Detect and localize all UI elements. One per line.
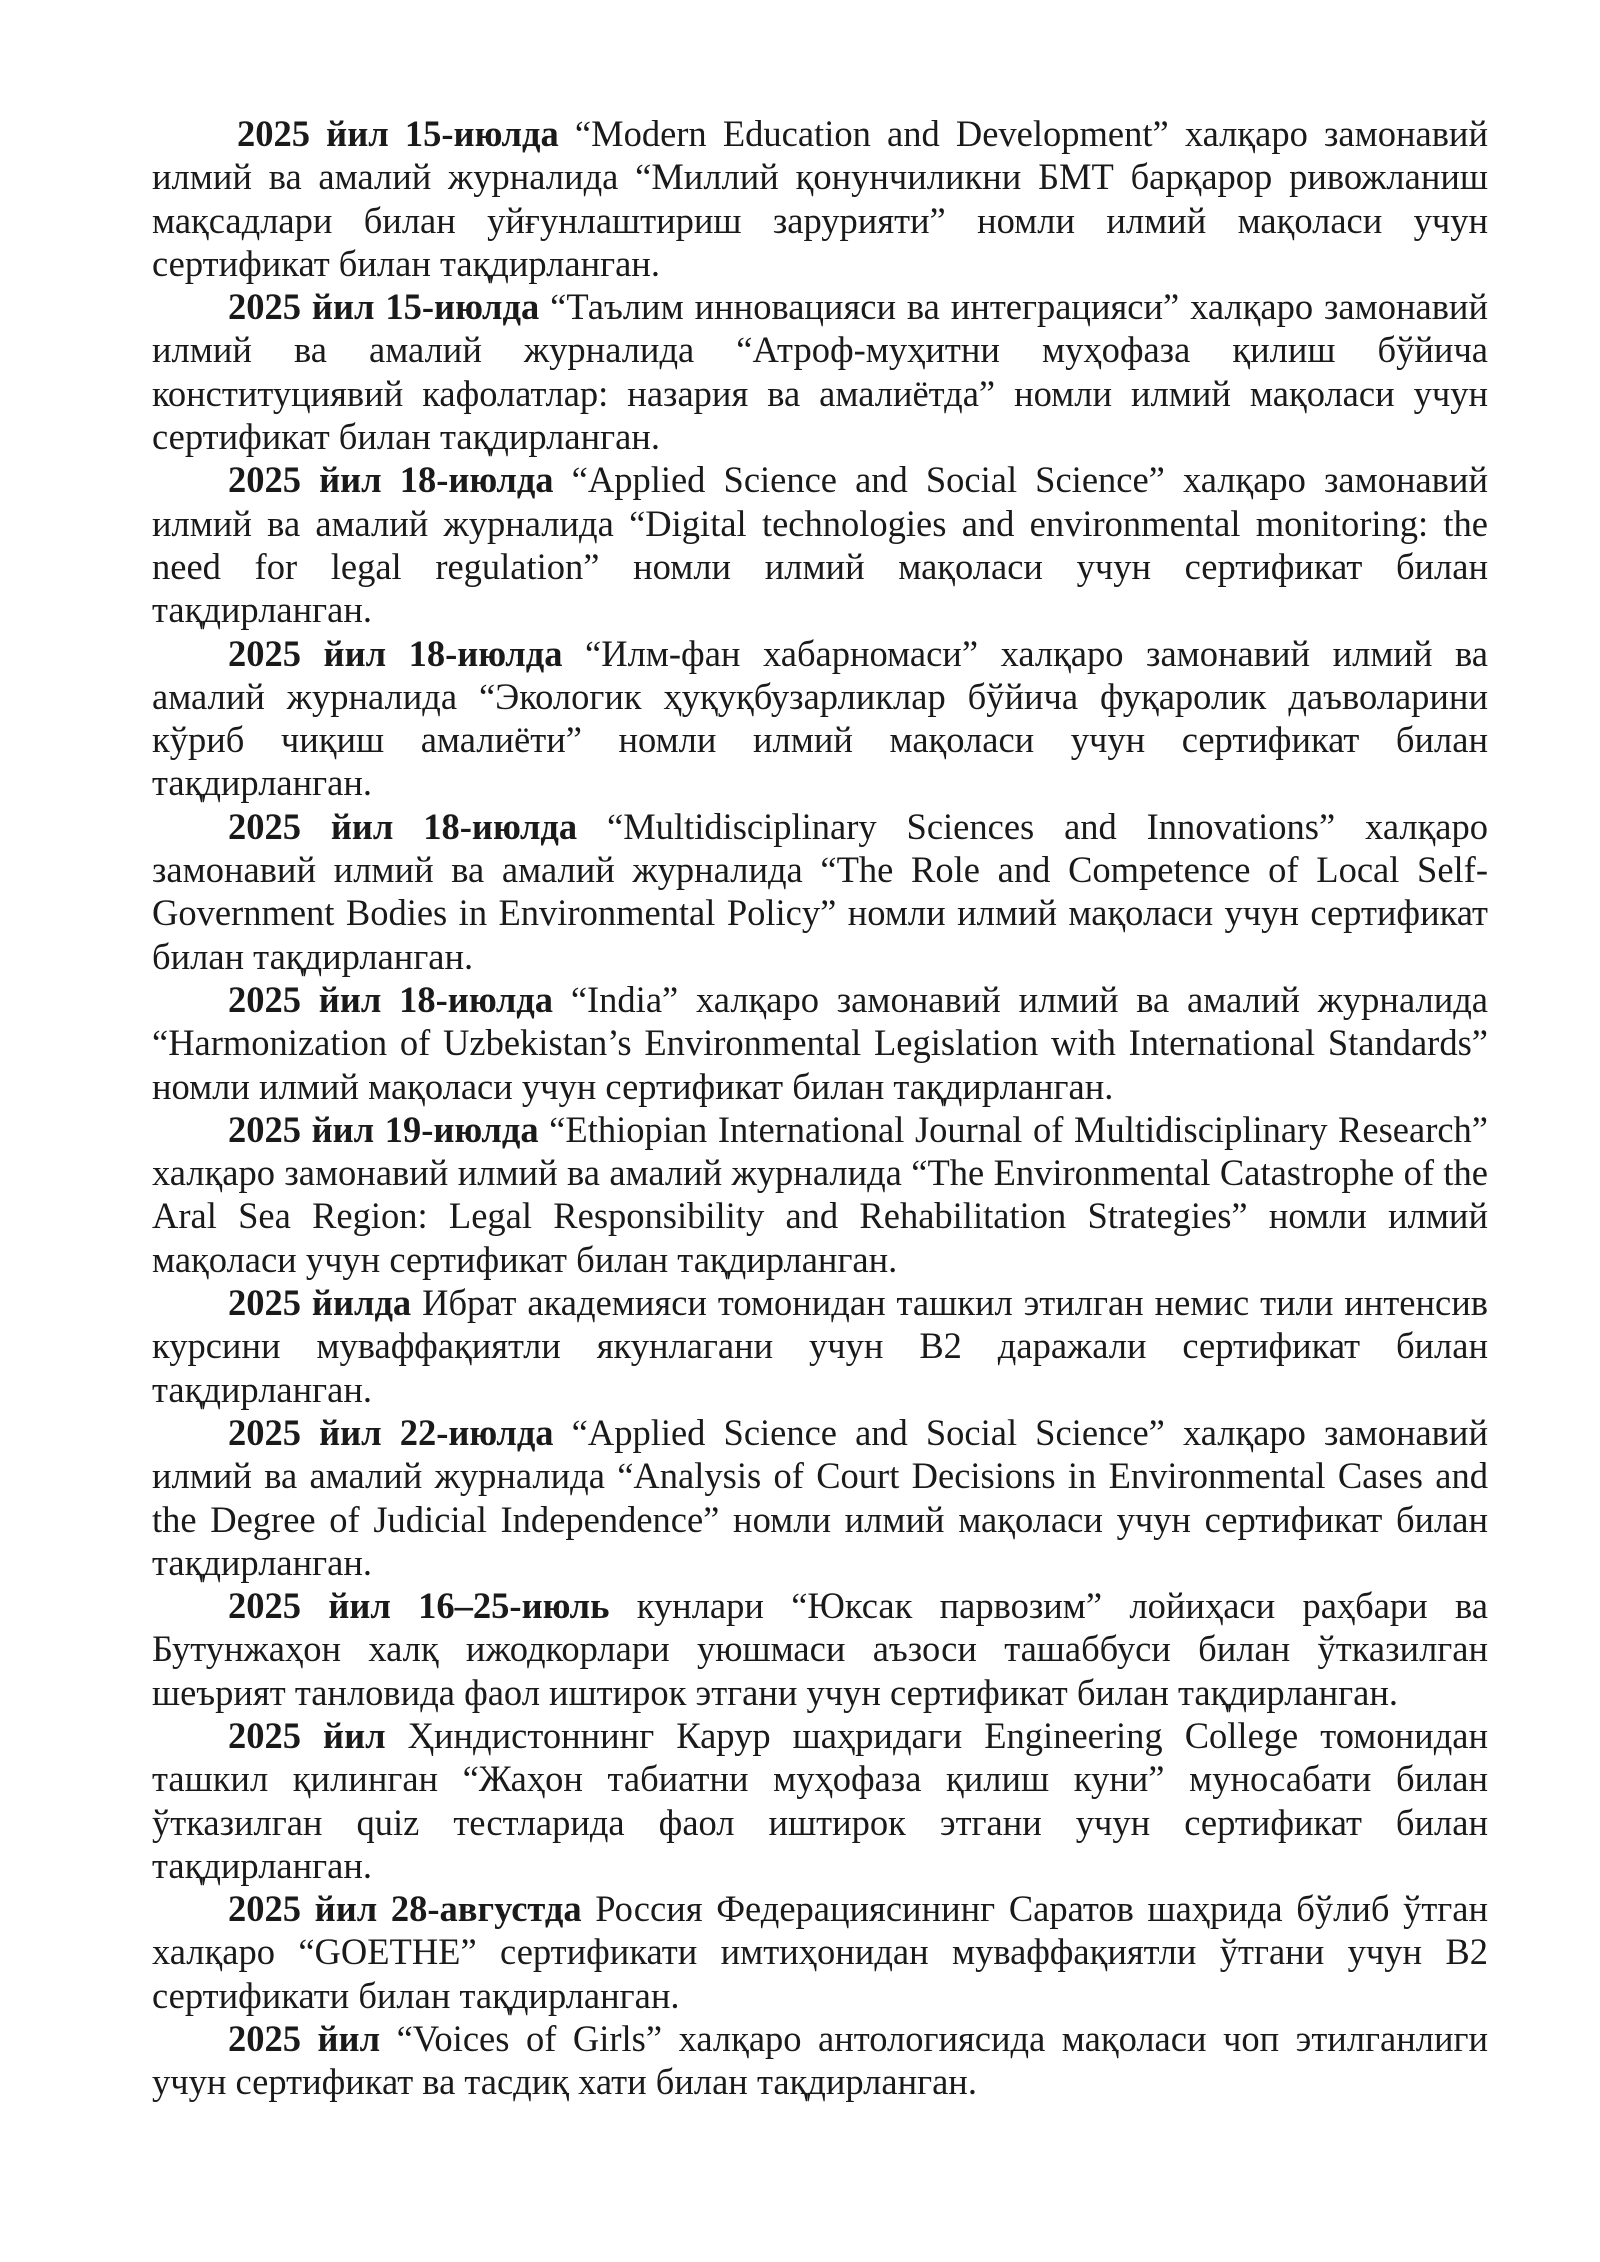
paragraph-text: Ибрат академияси томонидан ташкил этилган немис тили интенсив курсини муваффақиятли якунлагани учун B2 даражали сертификат билан тақдирланган. [152, 1282, 1488, 1410]
paragraph-date: 2025 йил 28-августда [228, 1888, 582, 1930]
paragraph-text: “Multidisciplinary Sciences and Innovations” халқаро замонавий илмий ва амалий журналида “The Role and Competence of Local Self-Government Bodies in Environmental Policy” номли илмий мақоласи учун сертификат билан тақдирланган. [152, 805, 1488, 977]
paragraph-date: 2025 йил 22-июлда [228, 1411, 554, 1453]
paragraph [152, 458, 1488, 631]
paragraph-date: 2025 йил [228, 1714, 386, 1756]
paragraph [152, 805, 1488, 978]
paragraph-date: 2025 йил 15-июлда [228, 286, 540, 328]
paragraph-text: “Applied Science and Social Science” халқаро замонавий илмий ва амалий журналида “Digital technologies and environmental monitoring: the need for legal regulation” номли илмий мақоласи учун сертификат билан тақдирланган. [152, 459, 1488, 631]
paragraph-date: 2025 йилда [228, 1282, 412, 1324]
paragraph-text: “Таълим инновацияси ва интеграцияси” халқаро замонавий илмий ва амалий журналида “Атроф-муҳитни муҳофаза қилиш бўйича конституциявий кафолатлар: назария ва амалиётда” номли илмий мақоласи учун сертификат билан тақдирланган. [152, 286, 1488, 458]
paragraph-date: 2025 йил 16–25-июль [228, 1585, 610, 1627]
paragraph-text: кунлари “Юксак парвозим” лойиҳаси раҳбари ва Бутунжаҳон халқ ижодкорлари уюшмаси аъзоси ташаббуси билан ўтказилган шеърият танловида фаол иштирок этгани учун сертификат билан тақдирланган. [152, 1585, 1488, 1713]
paragraph-date: 2025 йил 19-июлда [228, 1108, 539, 1150]
document-page [152, 112, 1488, 2104]
paragraph [152, 1887, 1488, 2017]
paragraph [152, 1714, 1488, 1887]
paragraph-text: “Ethiopian International Journal of Multidisciplinary Research” халқаро замонавий илмий ва амалий журналида “The Environmental Catastrophe of the Aral Sea Region: Legal Responsibility and Rehabilitation Strategies” номли илмий мақоласи учун сертификат билан тақдирланган. [152, 1108, 1489, 1280]
paragraph [152, 112, 1488, 285]
paragraph [152, 1411, 1488, 1584]
paragraph-text: “Илм-фан хабарномаси” халқаро замонавий илмий ва амалий журналида “Экологик ҳуқуқбузарликлар бўйича фуқаролик даъволарини кўриб чиқиш амалиёти” номли илмий мақоласи учун сертификат билан тақдирланган. [152, 632, 1488, 804]
paragraph [152, 2017, 1488, 2104]
paragraph-date: 2025 йил 18-июлда [228, 632, 563, 674]
paragraph-text: Ҳиндистоннинг Карур шаҳридаги Engineering College томонидан ташкил қилинган “Жаҳон табиатни муҳофаза қилиш куни” муносабати билан ўтказилган quiz тестларида фаол иштирок этгани учун сертификат билан тақдирланган. [152, 1714, 1489, 1886]
paragraph-date: 2025 йил 15-июлда [237, 113, 559, 154]
paragraph-date: 2025 йил [228, 2018, 381, 2060]
paragraph-date: 2025 йил 18-июлда [228, 459, 554, 501]
paragraph [152, 285, 1488, 458]
paragraph-date: 2025 йил 18-июлда [228, 978, 554, 1020]
paragraph-text: “Modern Education and Development” халқаро замонавий илмий ва амалий журналида “Миллий қонунчиликни БМТ барқарор ривожланиш мақсадлари билан уйғунлаштириш зарурияти” номли илмий мақоласи учун сертификат билан тақдирланган. [152, 113, 1488, 284]
paragraph [152, 632, 1488, 805]
paragraph-text: “India” халқаро замонавий илмий ва амалий журналида “Harmonization of Uzbekistan’s Environmental Legislation with International Standards” номли илмий мақоласи учун сертификат билан тақдирланган. [152, 978, 1488, 1107]
paragraph [152, 1108, 1488, 1281]
paragraph [152, 1584, 1488, 1714]
paragraph-text: “Voices of Girls” халқаро антологиясида мақоласи чоп этилганлиги учун сертификат ва тасдиқ хати билан тақдирланган. [152, 2018, 1488, 2103]
paragraph [152, 978, 1488, 1108]
paragraph [152, 1281, 1488, 1411]
paragraph-text: Россия Федерациясининг Саратов шаҳрида бўлиб ўтган халқаро “GOETHE” сертификати имтиҳонидан муваффақиятли ўтгани учун B2 сертификати билан тақдирланган. [152, 1888, 1489, 2016]
paragraph-text: “Applied Science and Social Science” халқаро замонавий илмий ва амалий журналида “Analysis of Court Decisions in Environmental Cases and the Degree of Judicial Independence” номли илмий мақоласи учун сертификат билан тақдирланган. [152, 1411, 1488, 1583]
paragraph-date: 2025 йил 18-июлда [228, 805, 578, 847]
